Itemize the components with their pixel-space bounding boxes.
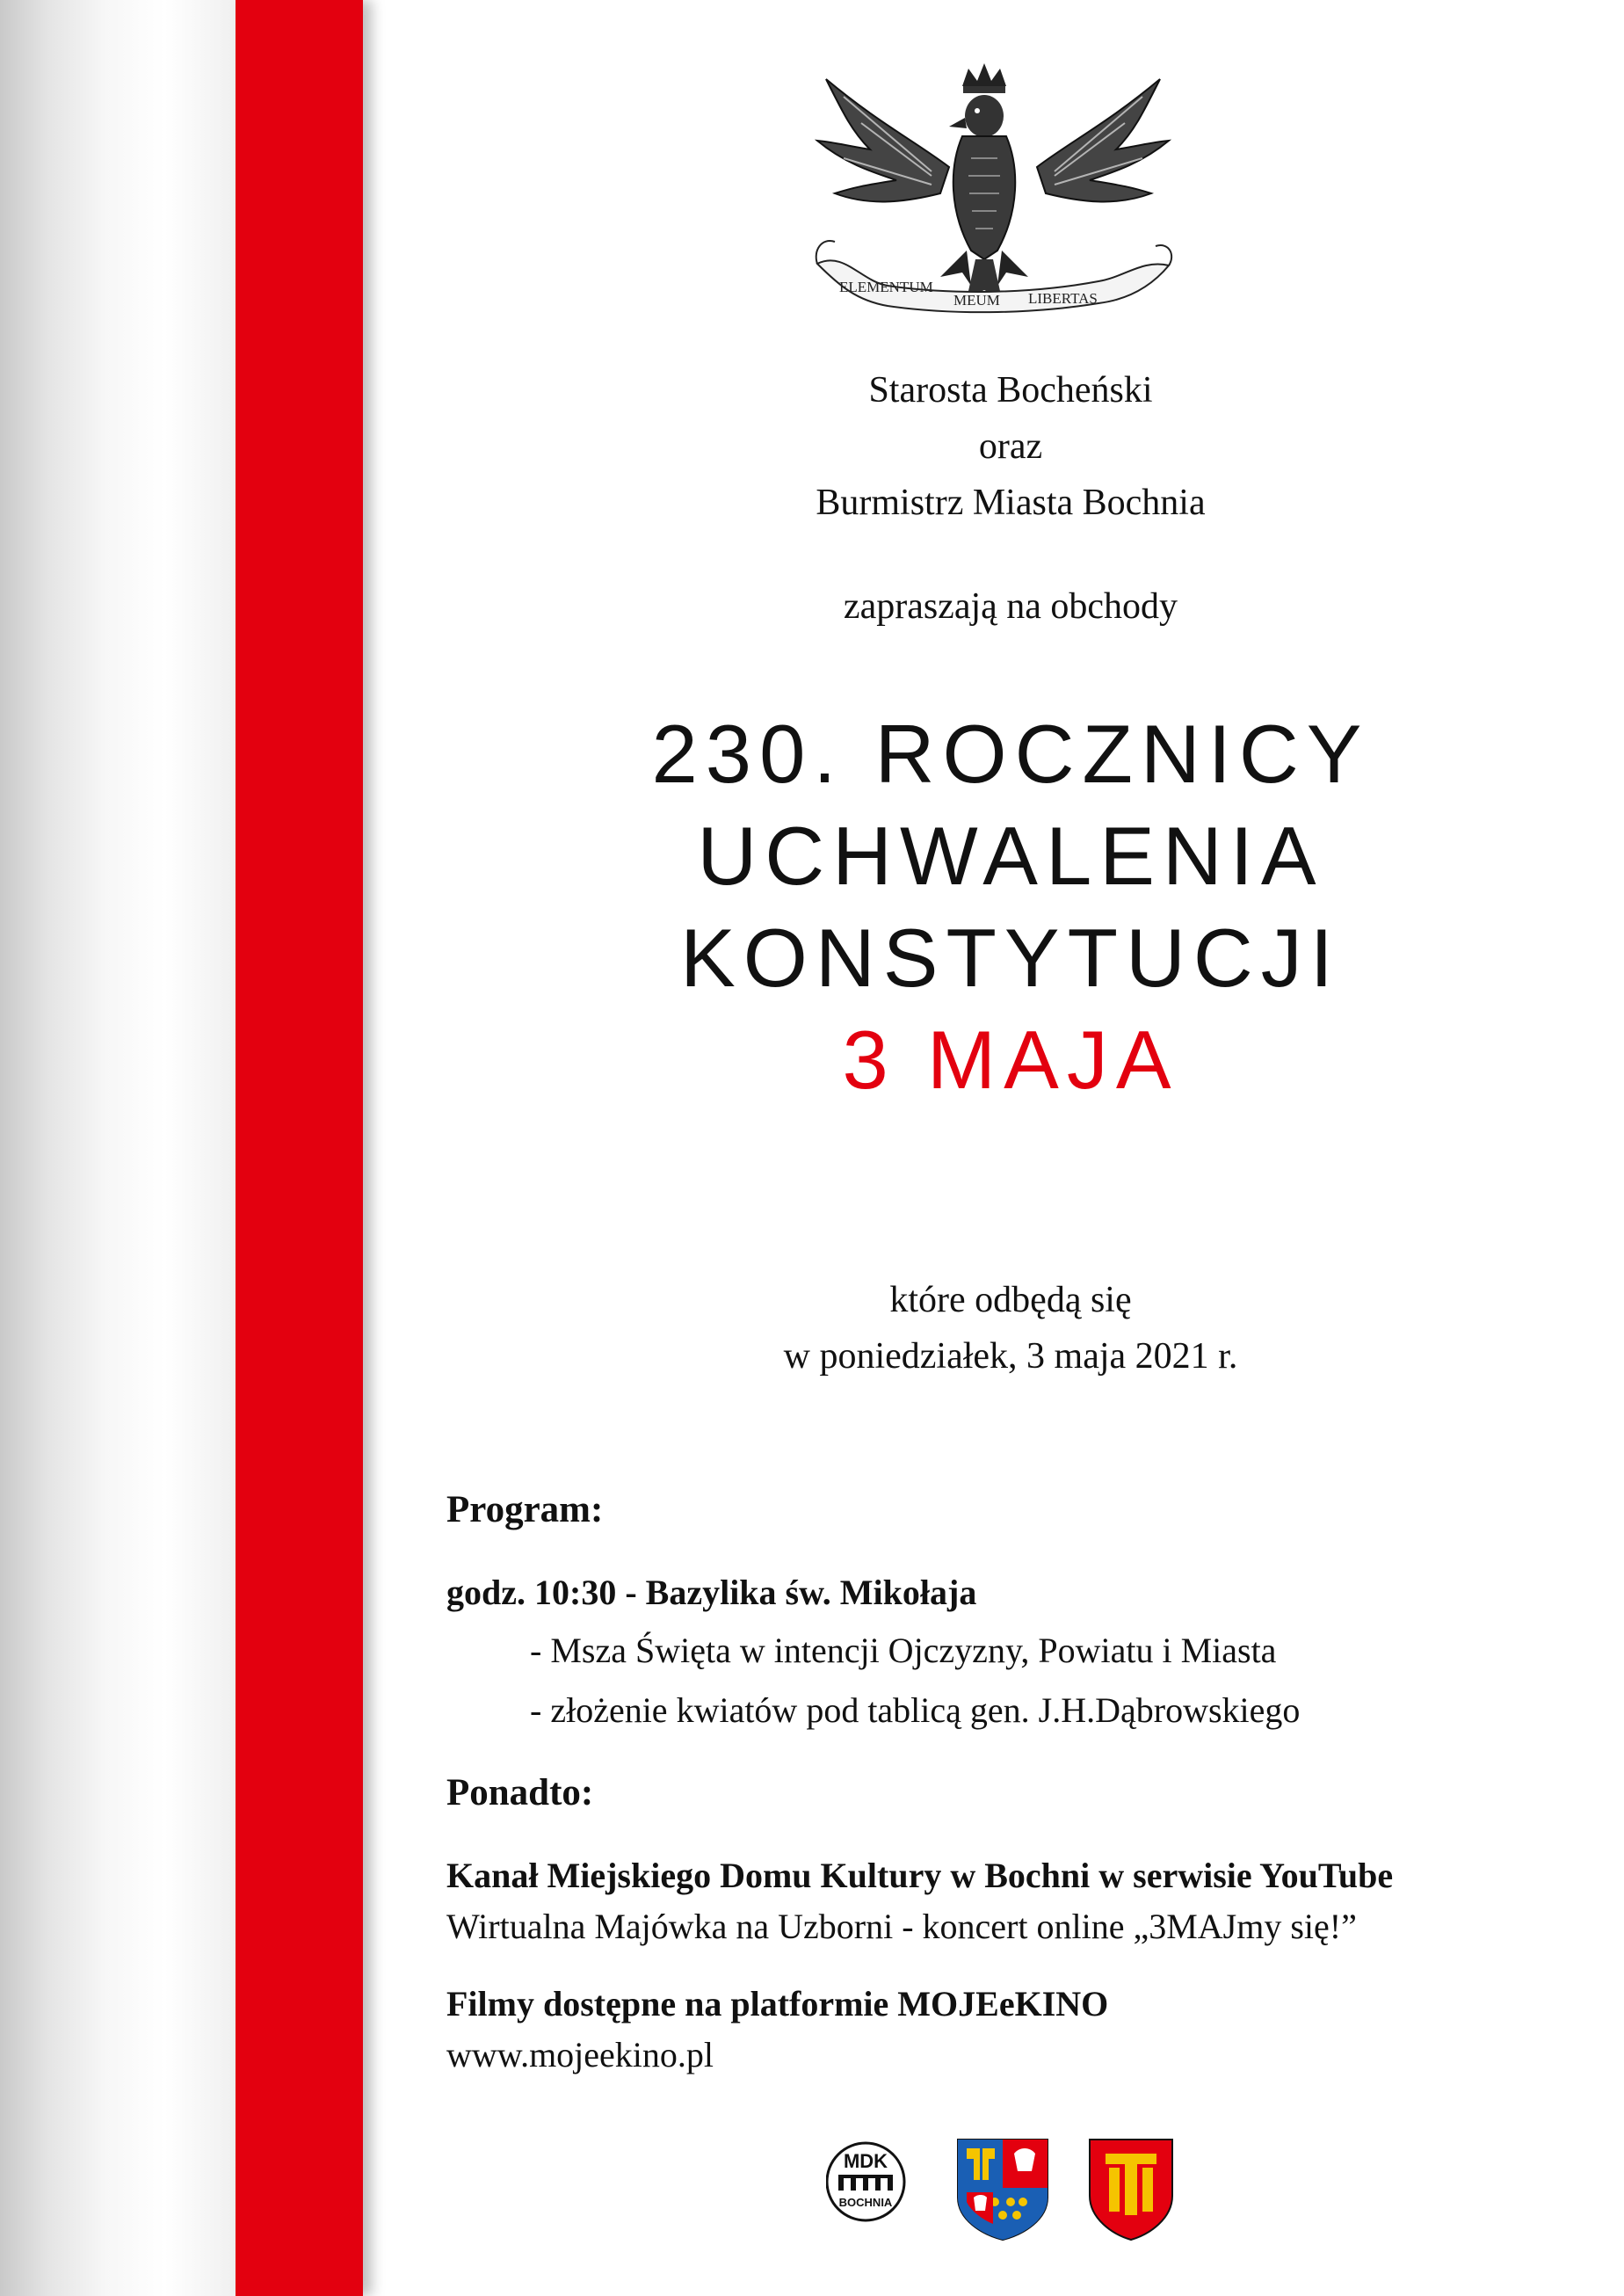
program-item: - Msza Święta w intencji Ojczyzny, Powiatu i Miasta <box>530 1631 1277 1670</box>
program-heading: Program: <box>446 1489 604 1530</box>
crowned-eagle-icon <box>808 62 1178 334</box>
organizer-conjunction: oraz <box>978 426 1043 467</box>
date-line-2: w poniedziałek, 3 maja 2021 r. <box>783 1336 1238 1377</box>
event-title <box>527 703 1494 1111</box>
mdk-logo-top: MDK <box>843 2150 888 2172</box>
program-time-place: godz. 10:30 - Bazylika św. Mikołaja <box>446 1573 977 1612</box>
mdk-bochnia-logo <box>827 2143 904 2220</box>
invitation-text: zapraszają na obchody <box>843 586 1178 627</box>
organizer-starosta: Starosta Bocheński <box>868 370 1153 411</box>
date-line-1: które odbędą się <box>889 1280 1132 1320</box>
ribbon-word-2: MEUM <box>953 292 1000 309</box>
title-line-4: 3 MAJA <box>842 1014 1179 1106</box>
mdk-logo-bottom: BOCHNIA <box>838 2196 893 2209</box>
ribbon-word-3: LIBERTAS <box>1028 290 1098 307</box>
program-item: - złożenie kwiatów pod tablicą gen. J.H.Dąbrowskiego <box>530 1690 1301 1730</box>
flag-red-stripe <box>236 0 363 2296</box>
title-line-2: UCHWALENIA <box>697 810 1324 902</box>
flag-white-stripe <box>0 0 236 2296</box>
additional-section <box>446 1769 1606 2082</box>
additional-heading: Ponadto: <box>446 1772 594 1813</box>
ribbon-word-1: ELEMENTUM <box>839 279 933 295</box>
sponsor-logos <box>826 2127 1178 2242</box>
online-concert: Wirtualna Majówka na Uzborni - koncert online „3MAJmy się!” <box>446 1907 1357 1946</box>
organizers <box>527 362 1494 531</box>
event-date <box>527 1272 1494 1384</box>
title-line-1: 230. ROCZNICY <box>651 708 1370 800</box>
organizer-burmistrz: Burmistrz Miasta Bochnia <box>816 483 1206 523</box>
title-line-3: KONSTYTUCJI <box>680 912 1341 1004</box>
youtube-channel: Kanał Miejskiego Domu Kultury w Bochni w serwisie YouTube <box>446 1856 1394 1895</box>
films-platform: Filmy dostępne na platformie MOJEeKINO <box>446 1984 1109 2024</box>
website-url[interactable]: www.mojeekino.pl <box>446 2035 714 2074</box>
powiat-bochenski-coat-of-arms <box>958 2140 1048 2240</box>
program-section <box>446 1486 1606 1737</box>
bochnia-city-coat-of-arms <box>1090 2140 1172 2240</box>
